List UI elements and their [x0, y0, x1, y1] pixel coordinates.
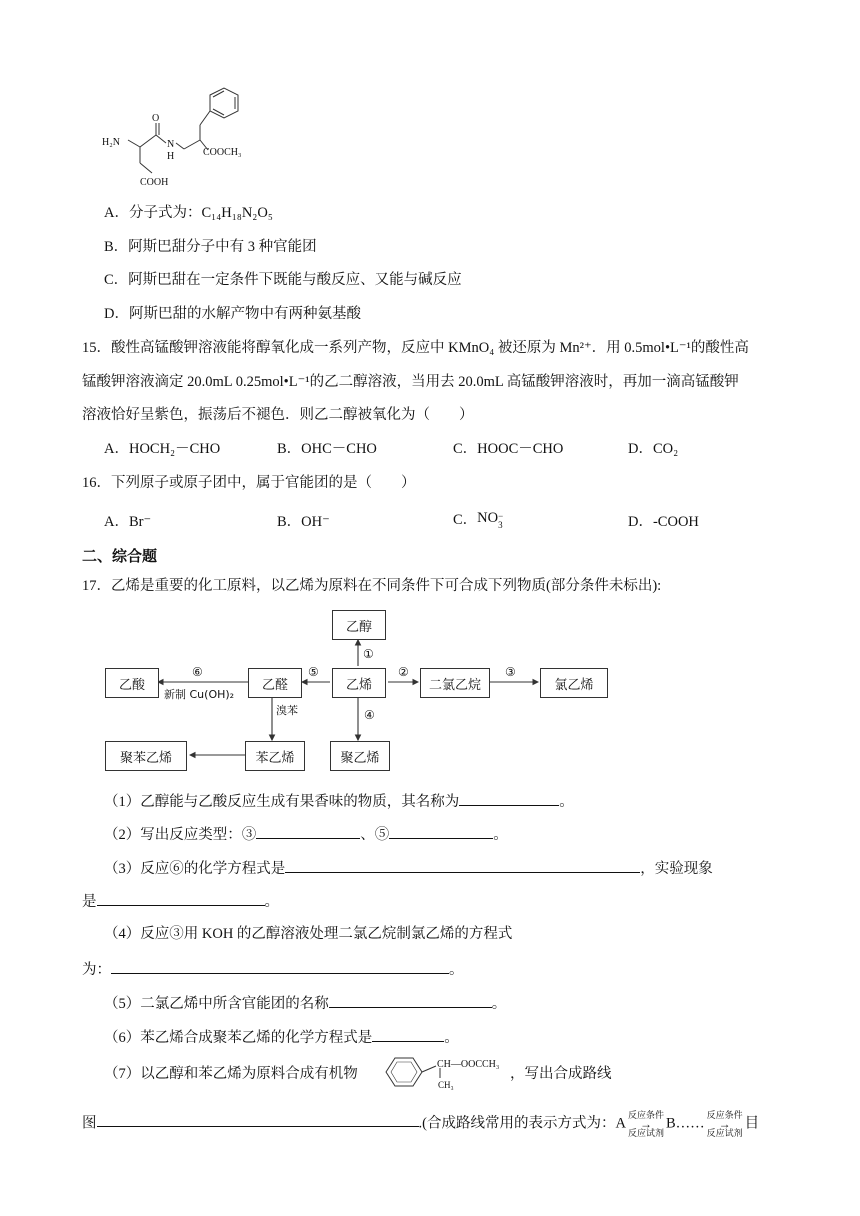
q16-option-b: B．OH⁻	[277, 514, 330, 530]
q16-option-c: C．NO − 3	[453, 510, 504, 530]
q17-part4-cont: 为： 。	[82, 958, 464, 980]
aspartame-structure	[100, 85, 260, 190]
label-cond6: 新制 Cu(OH)₂	[164, 688, 235, 701]
label-r6: ⑥	[192, 665, 203, 679]
q16-stem: 16．下列原子或原子团中，属于官能团的是（ ）	[82, 475, 416, 491]
answer-blank-1[interactable]	[459, 790, 559, 806]
box-polystyrene: 聚苯乙烯	[105, 741, 187, 771]
box-polyethylene: 聚乙烯	[330, 741, 390, 771]
label-r2: ②	[398, 665, 409, 679]
answer-blank-6[interactable]	[372, 1026, 444, 1042]
box-acetaldehyde: 乙醛	[248, 668, 302, 698]
q14-option-a: A．分子式为：C₁₄H₁₈N₂O₅	[104, 205, 273, 221]
q15-stem-line3: 溶液恰好呈紫色，振荡后不褪色．则乙二醇被氧化为（ ）	[82, 407, 474, 423]
box-vinyl-chloride: 氯乙烯	[540, 668, 608, 698]
q16-option-a: A．Br⁻	[104, 514, 152, 530]
arrow-condition-1: 反应条件 → 反应试剂	[627, 1110, 664, 1138]
answer-blank-4[interactable]	[111, 958, 449, 974]
svg-text:CH₃: CH₃	[438, 1080, 454, 1090]
q17-part4: （4）反应③用 KOH 的乙醇溶液处理二氯乙烷制氯乙烯的方程式	[104, 926, 513, 942]
q17-stem: 17．乙烯是重要的化工原料，以乙烯为原料在不同条件下可合成下列物质(部分条件未标出):	[82, 578, 662, 594]
q17-part1: （1）乙醇能与乙酸反应生成有果香味的物质，其名称为 。	[104, 790, 574, 812]
label-r3: ③	[505, 665, 516, 679]
answer-blank-2b[interactable]	[389, 823, 493, 839]
q14-option-b: B．阿斯巴甜分子中有 3 种官能团	[104, 239, 317, 255]
q17-part6: （6）苯乙烯合成聚苯乙烯的化学方程式是 。	[104, 1026, 459, 1048]
q15-option-d: D．CO₂	[628, 441, 679, 457]
q14-option-d: D．阿斯巴甜的水解产物中有两种氨基酸	[104, 306, 361, 322]
answer-blank-3a[interactable]	[285, 857, 640, 873]
label-r1: ①	[363, 647, 374, 661]
answer-blank-2a[interactable]	[256, 823, 360, 839]
svg-text:CH—OOCCH₃: CH—OOCCH₃	[437, 1059, 500, 1070]
q16-option-d: D．-COOH	[628, 514, 699, 530]
q17-part7: （7）以乙醇和苯乙烯为原料合成有机物	[104, 1066, 358, 1082]
svg-text:N: N	[167, 139, 175, 150]
q17-part7-tail: ，写出合成路线	[510, 1066, 612, 1082]
svg-text:H: H	[167, 151, 175, 162]
box-ethanol: 乙醇	[332, 610, 386, 640]
answer-blank-3b[interactable]	[97, 890, 265, 906]
q17-part3: （3）反应⑥的化学方程式是 ，实验现象	[104, 857, 713, 879]
svg-text:H₂N: H₂N	[102, 137, 120, 148]
q14-option-c: C．阿斯巴甜在一定条件下既能与酸反应、又能与碱反应	[104, 272, 462, 288]
section-heading: 二、综合题	[82, 547, 158, 565]
q17-part5: （5）二氯乙烯中所含官能团的名称 。	[104, 992, 506, 1014]
box-acetic-acid: 乙酸	[105, 668, 159, 698]
label-r5: ⑤	[308, 665, 319, 679]
label-bromobenzene: 溴苯	[276, 704, 298, 717]
answer-blank-7[interactable]	[97, 1111, 419, 1127]
q17-part3-cont: 是 。	[82, 890, 279, 912]
label-r4: ④	[364, 708, 375, 722]
box-dichloroethane: 二氯乙烷	[420, 668, 490, 698]
q15-stem-line2: 锰酸钾溶液滴定 20.0mL 0.25mol•L⁻¹的乙二醇溶液，当用去 20.0mL 高锰酸钾溶液时，再加一滴高锰酸钾	[82, 374, 739, 390]
q15-option-c: C．HOOC－CHO	[453, 441, 564, 457]
svg-text:O: O	[152, 113, 160, 124]
q15-option-a: A．HOCH₂－CHO	[104, 441, 221, 457]
answer-blank-5[interactable]	[329, 992, 492, 1008]
q15-option-b: B．OHC－CHO	[277, 441, 377, 457]
box-styrene: 苯乙烯	[245, 741, 305, 771]
target-molecule-structure	[382, 1052, 510, 1092]
q15-stem-line1: 15．酸性高锰酸钾溶液能将醇氧化成一系列产物，反应中 KMnO₄ 被还原为 Mn²⁺．用 0.5mol•L⁻¹的酸性高	[82, 340, 749, 356]
q17-part7-cont: 图 .(合成路线常用的表示方式为：A 反应条件 → 反应试剂 B…… 反应条件 → 反应试剂 目	[82, 1110, 760, 1138]
arrow-condition-2: 反应条件 → 反应试剂	[706, 1110, 743, 1138]
q17-part2: （2）写出反应类型：③ 、⑤ 。	[104, 823, 508, 845]
svg-text:COOCH₃: COOCH₃	[203, 147, 242, 158]
box-ethylene: 乙烯	[332, 668, 386, 698]
reaction-diagram	[100, 605, 620, 775]
svg-text:COOH: COOH	[140, 177, 169, 188]
